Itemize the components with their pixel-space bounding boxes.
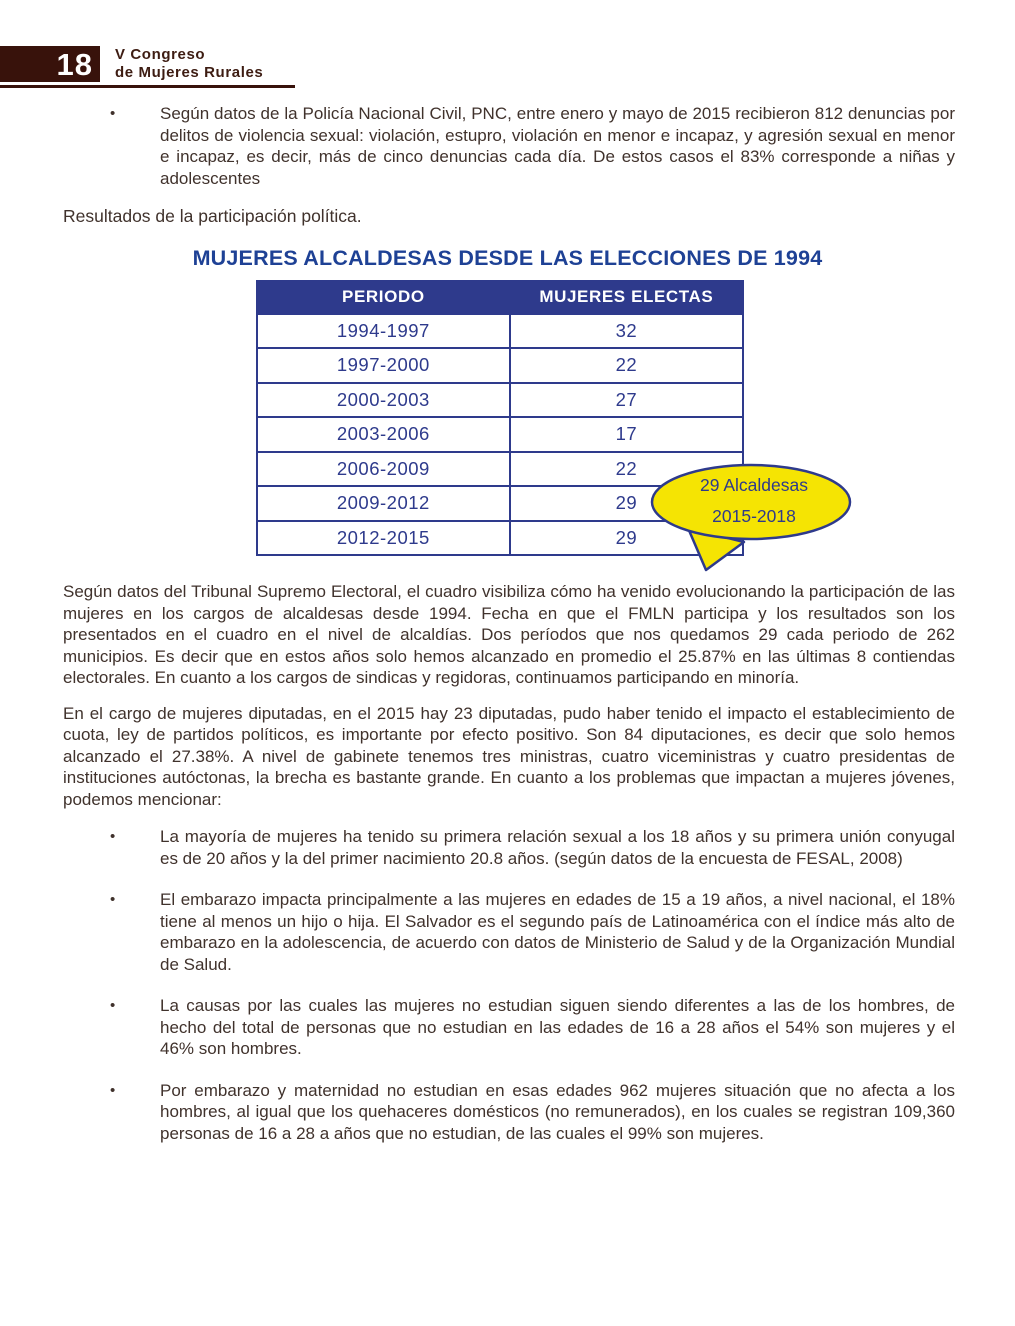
section-heading: Resultados de la participación política. [63,206,362,226]
bullet-embarazo-adolescencia: • El embarazo impacta principalmente a las mujeres en edades de 15 a 19 años, a nivel nacional, el 18% tiene al menos un hijo o hija. El Salvador es el segundo país de Latinoamérica con el índice más alto de embarazo en la adolescencia, de acuerdo con datos de Ministerio de Salud y de la Organización Mundial de Salud. [160,889,955,975]
paragraph-tse: Según datos del Tribunal Supremo Electoral, el cuadro visibiliza cómo ha venido evolucionando la participación de las mujeres en los cargos de alcaldesas desde 1994. Fecha en que el FMLN participa y los resultados son los presentados en el cuadro en el nivel de alcaldías. Dos períodos que nos quedamos 29 cada periodo de 262 municipios. Es decir que en estos años solo hemos alcanzado en promedio el 25.87% en las últimas 8 contiendas electorales. En cuanto a los cargos de sindicas y regidoras, continuamos participando en minoría. [63,582,955,687]
bullet-embarazo-maternidad: • Por embarazo y maternidad no estudian en esas edades 962 mujeres situación que no afecta a los hombres, al igual que los quehaceres domésticos (no remunerados), en los cuales se registran 109,360 personas de 16 a 28 a años que no estudian, de las cuales el 99% son mujeres. [160,1080,955,1145]
issues-bullet-list [63,826,955,1144]
page-number-box [0,46,100,82]
electas-cell: 29 [510,521,743,556]
electas-cell: 29 [510,486,743,521]
callout-annotation [648,470,860,532]
electas-cell: 22 [510,452,743,487]
electas-cell: 17 [510,417,743,452]
period-cell: 2012-2015 [257,521,510,556]
table-row [257,314,743,349]
congress-title-line2: de Mujeres Rurales [115,64,264,81]
col-header-mujeres-electas: MUJERES ELECTAS [510,281,743,314]
intro-list [63,103,955,189]
callout-line2: 2015-2018 [712,505,796,526]
bullet-relacion-sexual: • La mayoría de mujeres ha tenido su primera relación sexual a los 18 años y su primera unión conyugal es de 20 años y la del primer nacimiento 20.8 años. (según datos de la encuesta de FESAL, 2008) [160,826,955,869]
period-cell: 2003-2006 [257,417,510,452]
paragraph-diputadas: En el cargo de mujeres diputadas, en el 2015 hay 23 diputadas, pudo haber tenido el impacto el establecimiento de cuota, ley de partidos políticos, es importante por efecto positivo. Son 84 diputaciones, es decir que solo hemos alcanzado el 27.38%. A nivel de gabinete tenemos tres ministras, cuatro viceministras y cuatro presidentas de instituciones autóctonas, la brecha es bastante grande. En cuanto a los problemas que impactan a mujeres jóvenes, podemos mencionar: [63,703,955,809]
period-cell: 2009-2012 [257,486,510,521]
period-cell: 1997-2000 [257,348,510,383]
page-header [0,46,1015,82]
callout-line1: 29 Alcaldesas [700,474,808,495]
intro-bullet: • Según datos de la Policía Nacional Civil, PNC, entre enero y mayo de 2015 recibieron 812 denuncias por delitos de violencia sexual: violación, estupro, violación en menor e incapaz, y agresión sexual en menor e incapaz, es decir, más de cinco denuncias cada día. De estos casos el 83% corresponde a niñas y adolescentes [160,103,955,189]
electas-cell: 27 [510,383,743,418]
table-title: MUJERES ALCALDESAS DESDE LAS ELECCIONES DE 1994 [192,245,823,270]
table-row [257,383,743,418]
electas-cell: 32 [510,314,743,349]
congress-title [115,46,263,82]
table-header-row [257,281,743,314]
table-row [257,348,743,383]
bullet-no-estudian: • La causas por las cuales las mujeres no estudian siguen siendo diferentes a las de los hombres, de hecho del total de personas que no estudian en las edades de 16 a 28 años el 54% son mujeres y el 46% son hombres. [160,995,955,1060]
period-cell: 2000-2003 [257,383,510,418]
period-cell: 1994-1997 [257,314,510,349]
period-cell: 2006-2009 [257,452,510,487]
congress-title-line1: V Congreso [115,46,206,63]
alcaldesas-table-wrap [256,280,808,557]
page-number: 18 [56,46,93,82]
col-header-periodo: PERIODO [257,281,510,314]
header-rule [0,85,295,88]
table-row [257,417,743,452]
document-page [0,46,1015,1326]
electas-cell: 22 [510,348,743,383]
